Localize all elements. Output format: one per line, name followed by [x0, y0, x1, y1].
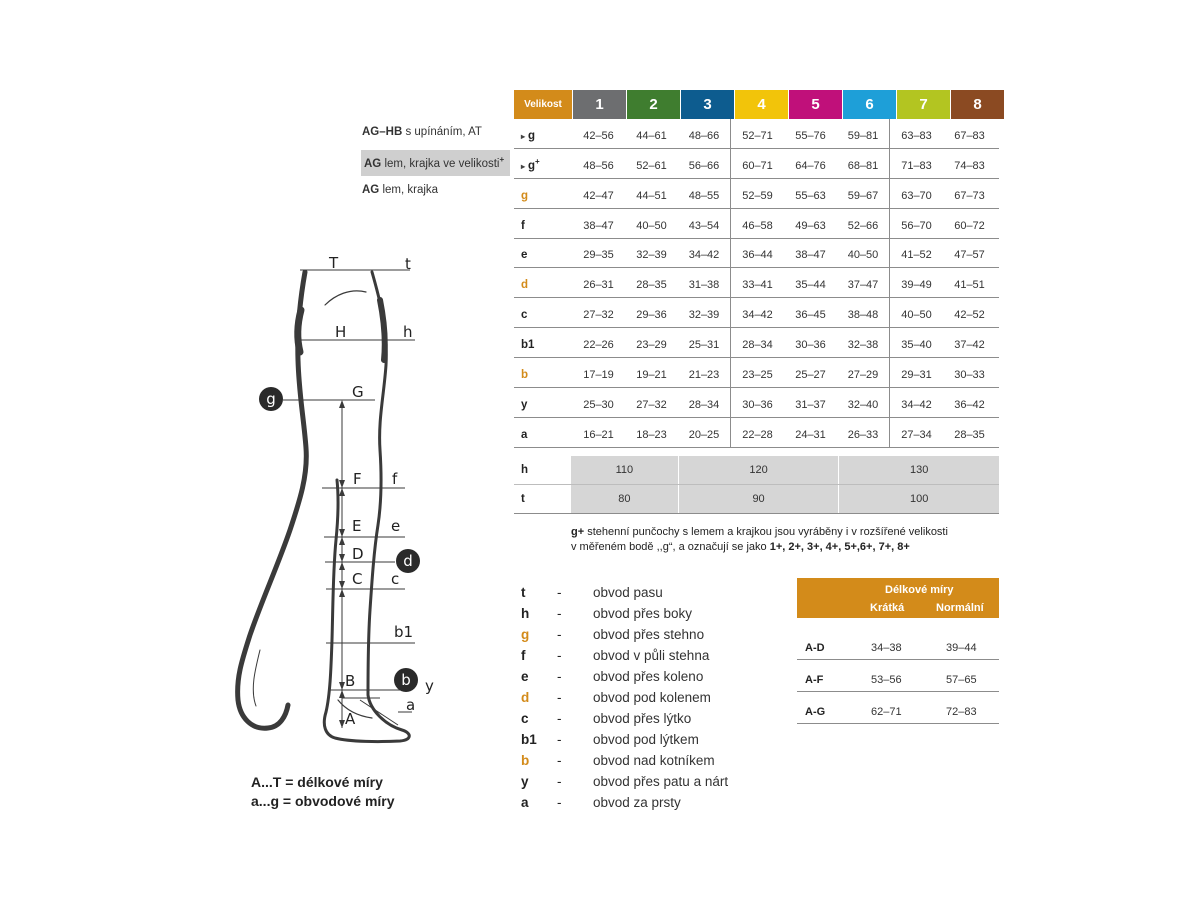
measure-row-e: [514, 239, 999, 269]
size-header-row: [514, 90, 999, 119]
measure-value: 55–76: [795, 129, 826, 142]
length-row-label: A-G: [805, 706, 826, 718]
measure-value: 38–48: [837, 298, 890, 327]
measure-value: 36–45: [795, 309, 826, 322]
measure-value: 48–56: [583, 159, 614, 172]
measure-value: 74–83: [954, 159, 985, 172]
measure-value: 32–40: [837, 388, 890, 417]
legend-key: c: [521, 711, 529, 726]
measure-key: g: [528, 159, 536, 172]
measure-value: 63–83: [901, 129, 932, 142]
label-h: h: [403, 323, 413, 341]
measure-row-label: [514, 279, 572, 297]
label-A: A: [345, 710, 356, 728]
measure-row-b1: [514, 328, 999, 358]
measure-value: 22–28: [742, 428, 773, 441]
legend-dash: -: [557, 690, 562, 705]
legend-dash: -: [557, 669, 562, 684]
measure-value: 52–59: [742, 189, 773, 202]
measure-value: 34–42: [742, 309, 773, 322]
measure-value: 52–61: [636, 159, 667, 172]
length-row-A-G: [797, 692, 999, 724]
measure-value: 26–31: [583, 279, 614, 292]
legend-text: obvod za prsty: [593, 795, 681, 810]
legend-text: obvod přes lýtko: [593, 711, 692, 726]
measure-value: 55–63: [795, 189, 826, 202]
legend-item-b: [521, 750, 728, 771]
ht-value: 130: [839, 456, 999, 484]
measure-value: 20–25: [678, 418, 731, 447]
label-D: D: [352, 545, 364, 563]
measure-row-label: [514, 339, 572, 357]
measure-row-label: [514, 220, 572, 238]
length-row-label: A-F: [805, 674, 824, 686]
measure-row-label: [514, 429, 572, 447]
size-header-4: 4: [735, 90, 789, 119]
length-row-A-F: [797, 660, 999, 692]
ht-value: 80: [571, 485, 679, 513]
measure-value: 37–42: [954, 339, 985, 352]
measure-value: 71–83: [901, 159, 932, 172]
row-marker-icon: ▸: [521, 161, 526, 171]
measure-value: 56–70: [901, 219, 932, 232]
length-table-title: Délkové míry: [885, 584, 954, 596]
legend-text: obvod přes patu a nárt: [593, 774, 729, 789]
measure-value: 38–47: [795, 249, 826, 262]
measure-value: 29–35: [583, 249, 614, 262]
measure-key: c: [521, 309, 528, 322]
measure-value: 52–66: [837, 209, 890, 238]
length-short-value: 62–71: [871, 706, 902, 718]
measure-value: 29–36: [636, 309, 667, 322]
measure-value: 48–55: [678, 179, 731, 208]
measure-row-d: [514, 268, 999, 298]
label-a: a: [406, 696, 416, 714]
legend-item-h: [521, 603, 728, 624]
measure-value: 37–47: [837, 268, 890, 297]
measure-value: 25–27: [795, 369, 826, 382]
measure-row-b: [514, 358, 999, 388]
measure-value: 34–42: [901, 398, 932, 411]
measure-value: 42–47: [583, 189, 614, 202]
measure-key: b: [521, 369, 529, 382]
circle-label-d: d: [403, 552, 413, 570]
legend-dash: -: [557, 732, 562, 747]
measure-value: 36–44: [742, 249, 773, 262]
legend-key: b: [521, 753, 530, 768]
measure-row-label: [514, 309, 572, 327]
measure-key: g: [528, 129, 536, 142]
legend-dash: -: [557, 795, 562, 810]
measure-value: 47–57: [954, 249, 985, 262]
hip-waist-table: [514, 456, 999, 514]
measure-value: 56–66: [678, 149, 731, 178]
legend-key: f: [521, 648, 526, 663]
measure-value: 16–21: [583, 428, 614, 441]
measure-value: 40–50: [901, 309, 932, 322]
ht-row-h: [514, 456, 999, 485]
measure-value: 67–83: [954, 129, 985, 142]
legend-dash: -: [557, 774, 562, 789]
measure-row-g: [514, 179, 999, 209]
measure-key: e: [521, 249, 528, 262]
measurement-legend: [521, 582, 728, 813]
length-col-short: Krátká: [870, 602, 905, 614]
label-y: y: [425, 677, 434, 695]
length-row-label: A-D: [805, 642, 825, 654]
legend-dash: -: [557, 606, 562, 621]
legend-key: g: [521, 627, 530, 642]
ht-value: 110: [571, 456, 679, 484]
measure-value: 27–29: [837, 358, 890, 387]
measure-value: 23–25: [742, 369, 773, 382]
measure-value: 34–42: [678, 239, 731, 268]
caption-lengths: A...T = délkové míry: [251, 774, 383, 790]
measure-value: 46–58: [742, 219, 773, 232]
measure-value: 49–63: [795, 219, 826, 232]
measure-value: 41–51: [954, 279, 985, 292]
length-row-A-D: [797, 628, 999, 660]
label-H: H: [335, 323, 347, 341]
label-B: B: [345, 672, 356, 690]
legend-text: obvod v půli stehna: [593, 648, 710, 663]
ht-value: 90: [679, 485, 840, 513]
size-header-7: 7: [897, 90, 951, 119]
length-table: [797, 578, 999, 724]
legend-dash: -: [557, 711, 562, 726]
measure-value: 22–26: [583, 339, 614, 352]
legend-key: d: [521, 690, 530, 705]
label-T: T: [329, 254, 339, 272]
legend-item-e: [521, 666, 728, 687]
legend-item-a: [521, 792, 728, 813]
measure-value: 59–67: [837, 179, 890, 208]
size-header-5: 5: [789, 90, 843, 119]
measure-value: 42–56: [583, 129, 614, 142]
size-table: [514, 90, 999, 448]
label-F: F: [353, 470, 362, 488]
legend-item-t: [521, 582, 728, 603]
measure-value: 35–40: [901, 339, 932, 352]
size-header-1: 1: [573, 90, 627, 119]
measure-row-g: [514, 149, 999, 179]
measure-value: 63–70: [901, 189, 932, 202]
measure-value: 27–32: [636, 398, 667, 411]
measure-value: 44–61: [636, 129, 667, 142]
measure-value: 18–23: [636, 428, 667, 441]
measure-row-f: [514, 209, 999, 239]
measure-value: 29–31: [901, 369, 932, 382]
length-table-header: [797, 578, 999, 618]
legend-text: obvod přes koleno: [593, 669, 704, 684]
label-b1: b1: [394, 623, 414, 641]
legend-text: obvod pasu: [593, 585, 663, 600]
legend-text: obvod nad kotníkem: [593, 753, 715, 768]
label-E: E: [352, 517, 362, 535]
variant-ag: AG lem, krajka: [362, 184, 439, 196]
measure-value: 36–42: [954, 398, 985, 411]
measure-key: a: [521, 428, 528, 441]
measure-row-c: [514, 298, 999, 328]
size-header-label: Velikost: [514, 90, 573, 119]
measure-value: 60–71: [742, 159, 773, 172]
measure-value: 28–34: [742, 339, 773, 352]
legend-text: obvod přes boky: [593, 606, 693, 621]
measure-value: 33–41: [742, 279, 773, 292]
legend-dash: -: [557, 648, 562, 663]
length-normal-value: 39–44: [946, 642, 977, 654]
variant-ag-plus: AG lem, krajka ve velikosti+: [361, 150, 510, 176]
size-header-3: 3: [681, 90, 735, 119]
label-c: c: [391, 570, 400, 588]
row-marker-icon: ▸: [521, 131, 526, 141]
ht-value: 120: [679, 456, 840, 484]
size-header-2: 2: [627, 90, 681, 119]
measure-value: 30–33: [954, 369, 985, 382]
ht-row-label: t: [521, 493, 525, 505]
measure-value: 27–32: [583, 309, 614, 322]
measure-value: 59–81: [837, 119, 890, 148]
measure-value: 42–52: [954, 309, 985, 322]
circle-label-b: b: [401, 671, 411, 689]
label-G: G: [352, 383, 364, 401]
measure-value: 26–33: [837, 418, 890, 447]
leg-diagram: [230, 245, 440, 745]
measure-row-a: [514, 418, 999, 448]
measure-value: 52–71: [742, 129, 773, 142]
ht-row-label: h: [521, 464, 529, 476]
measure-value: 40–50: [636, 219, 667, 232]
measure-value: 64–76: [795, 159, 826, 172]
measure-value: 28–34: [678, 388, 731, 417]
legend-item-g: [521, 624, 728, 645]
ht-row-t: [514, 485, 999, 514]
measure-value: 24–31: [795, 428, 826, 441]
measure-value: 32–38: [837, 328, 890, 357]
measure-value: 31–38: [678, 268, 731, 297]
measure-row-label: [514, 130, 572, 148]
measure-key: d: [521, 279, 529, 292]
legend-key: t: [521, 585, 526, 600]
measure-row-label: [514, 190, 572, 208]
measure-value: 39–49: [901, 279, 932, 292]
label-C: C: [352, 570, 363, 588]
measure-value: 17–19: [583, 369, 614, 382]
measure-value: 25–30: [583, 398, 614, 411]
legend-item-y: [521, 771, 728, 792]
legend-item-c: [521, 708, 728, 729]
circle-label-g: g: [266, 390, 276, 408]
measure-row-g: [514, 119, 999, 149]
ht-value: 100: [839, 485, 999, 513]
legend-item-d: [521, 687, 728, 708]
label-t: t: [405, 255, 411, 273]
legend-text: obvod pod lýtkem: [593, 732, 699, 747]
measure-key: g: [521, 189, 529, 202]
length-normal-value: 57–65: [946, 674, 977, 686]
measure-value: 23–29: [636, 339, 667, 352]
measure-value: 27–34: [901, 428, 932, 441]
legend-item-b1: [521, 729, 728, 750]
length-short-value: 53–56: [871, 674, 902, 686]
label-f: f: [392, 470, 398, 488]
measure-key: f: [521, 219, 525, 232]
legend-key: e: [521, 669, 529, 684]
length-normal-value: 72–83: [946, 706, 977, 718]
size-note: g+ stehenní punčochy s lemem a krajkou jsou vyráběny i v rozšířené velikosti v měřeném bodě ,,g“, a označují se jako 1+, 2+, 3+, 4+, 5+,6+, 7+, 8+: [571, 526, 948, 553]
length-col-normal: Normální: [936, 602, 984, 614]
legend-item-f: [521, 645, 728, 666]
measure-value: 41–52: [901, 249, 932, 262]
measure-value: 31–37: [795, 398, 826, 411]
caption-circumference: a...g = obvodové míry: [251, 793, 395, 809]
measure-value: 35–44: [795, 279, 826, 292]
variant-ag-hb: AG–HB s upínáním, AT: [362, 126, 482, 138]
measure-value: 67–73: [954, 189, 985, 202]
measure-value: 19–21: [636, 369, 667, 382]
measure-row-label: [514, 249, 572, 267]
measure-value: 43–54: [678, 209, 731, 238]
measure-key: b1: [521, 339, 535, 352]
measure-value: 38–47: [583, 219, 614, 232]
legend-key: y: [521, 774, 529, 789]
measure-value: 60–72: [954, 219, 985, 232]
measure-value: 30–36: [795, 339, 826, 352]
legend-dash: -: [557, 627, 562, 642]
length-short-value: 34–38: [871, 642, 902, 654]
measure-value: 28–35: [636, 279, 667, 292]
measure-value: 25–31: [678, 328, 731, 357]
measure-key: y: [521, 398, 528, 411]
measure-key-sup: +: [535, 156, 540, 166]
legend-key: h: [521, 606, 530, 621]
measure-row-label: [514, 157, 572, 178]
size-header-8: 8: [951, 90, 1004, 119]
measure-row-label: [514, 369, 572, 387]
label-e: e: [391, 517, 401, 535]
measure-value: 28–35: [954, 428, 985, 441]
measure-row-label: [514, 399, 572, 417]
measure-value: 44–51: [636, 189, 667, 202]
legend-dash: -: [557, 585, 562, 600]
measure-value: 32–39: [678, 298, 731, 327]
legend-dash: -: [557, 753, 562, 768]
legend-key: b1: [521, 732, 537, 747]
legend-text: obvod pod kolenem: [593, 690, 711, 705]
measure-row-y: [514, 388, 999, 418]
measure-value: 48–66: [678, 119, 731, 148]
legend-text: obvod přes stehno: [593, 627, 705, 642]
size-header-6: 6: [843, 90, 897, 119]
measure-value: 68–81: [837, 149, 890, 178]
measure-value: 30–36: [742, 398, 773, 411]
measure-value: 32–39: [636, 249, 667, 262]
measure-value: 21–23: [678, 358, 731, 387]
measure-value: 40–50: [837, 239, 890, 268]
legend-key: a: [521, 795, 529, 810]
